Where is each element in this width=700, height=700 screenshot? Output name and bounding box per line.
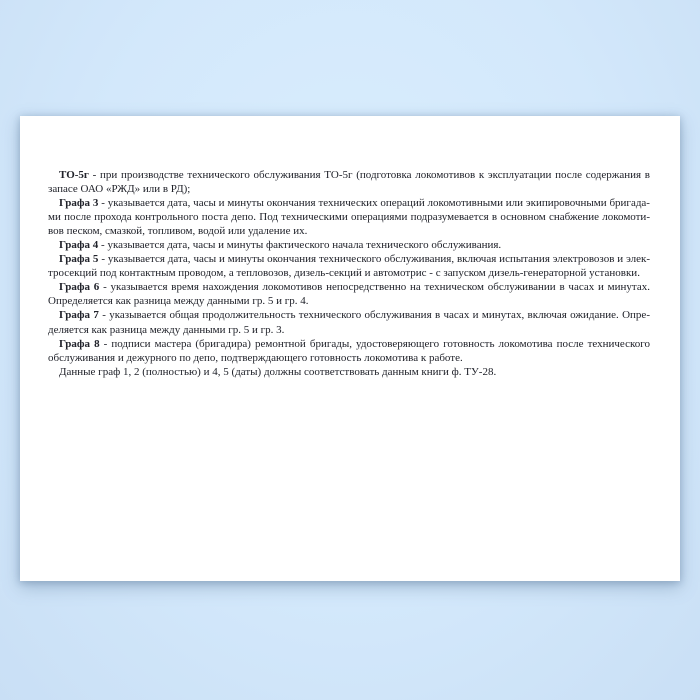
text-line: деляется как разница между данными гр. 5 и гр. 3.: [48, 323, 285, 336]
document-text: [20, 116, 680, 379]
text-line: запасе ОАО «РЖД» или в РД);: [48, 183, 191, 196]
document-page: [20, 116, 680, 581]
paragraph: [48, 168, 650, 196]
paragraph: [48, 308, 650, 336]
paragraph: [48, 238, 650, 252]
text-line: Графа 7 - указывается общая продолжительность технического обслуживания в часах и минутах, включая ожидание. Опре-: [59, 309, 650, 322]
paragraph-lead: Графа 6: [59, 281, 100, 294]
paragraph-lead: Графа 3: [59, 197, 99, 210]
text-line: Графа 6 - указывается время нахождения локомотивов непосредственно на техническом обслуживании в часах и минутах.: [59, 281, 650, 294]
text-line: Графа 3 - указывается дата, часы и минуты окончания технических операций локомотивными или экипировочными бригада-: [59, 197, 650, 210]
paragraph-lead: Графа 5: [59, 253, 99, 266]
paragraph: [48, 252, 650, 280]
paragraph: [48, 365, 650, 379]
paragraph: [48, 196, 650, 238]
paragraph: [48, 280, 650, 308]
paragraph-lead: Графа 7: [59, 309, 99, 322]
text-line: ми после прохода контрольного поста депо. Под техническими операциями подразумевается в основном снабжение локомоти-: [48, 211, 650, 224]
text-line: ТО-5г - при производстве технического обслуживания ТО-5г (подготовка локомотивов к эксплуатации после содержания в: [59, 169, 650, 181]
text-line: тросекций под контактным проводом, а тепловозов, дизель-секций и автомотрис - с запуском дизель-генераторной установки.: [48, 267, 640, 280]
paragraph-lead: ТО-5г: [59, 169, 89, 181]
text-line: обслуживания и дежурного по депо, подтверждающего готовность локомотива к работе.: [48, 351, 463, 364]
text-line: Графа 8 - подписи мастера (бригадира) ремонтной бригады, удостоверяющего готовность локомотива после технического: [59, 337, 650, 350]
paragraph-lead: Графа 8: [59, 337, 100, 350]
text-line: Определяется как разница между данными гр. 5 и гр. 4.: [48, 295, 309, 308]
paragraph-lead: Графа 4: [59, 239, 99, 252]
text-line: Графа 5 - указывается дата, часы и минуты окончания технического обслуживания, включая испытания электровозов и элек-: [59, 253, 650, 266]
text-line: Графа 4 - указывается дата, часы и минуты фактического начала технического обслуживания.: [59, 239, 502, 252]
paragraph: [48, 337, 650, 365]
text-line: Данные граф 1, 2 (полностью) и 4, 5 (даты) должны соответствовать данным книги ф. ТУ-28.: [59, 365, 497, 378]
text-line: вов песком, смазкой, топливом, водой или удаление их.: [48, 225, 308, 238]
